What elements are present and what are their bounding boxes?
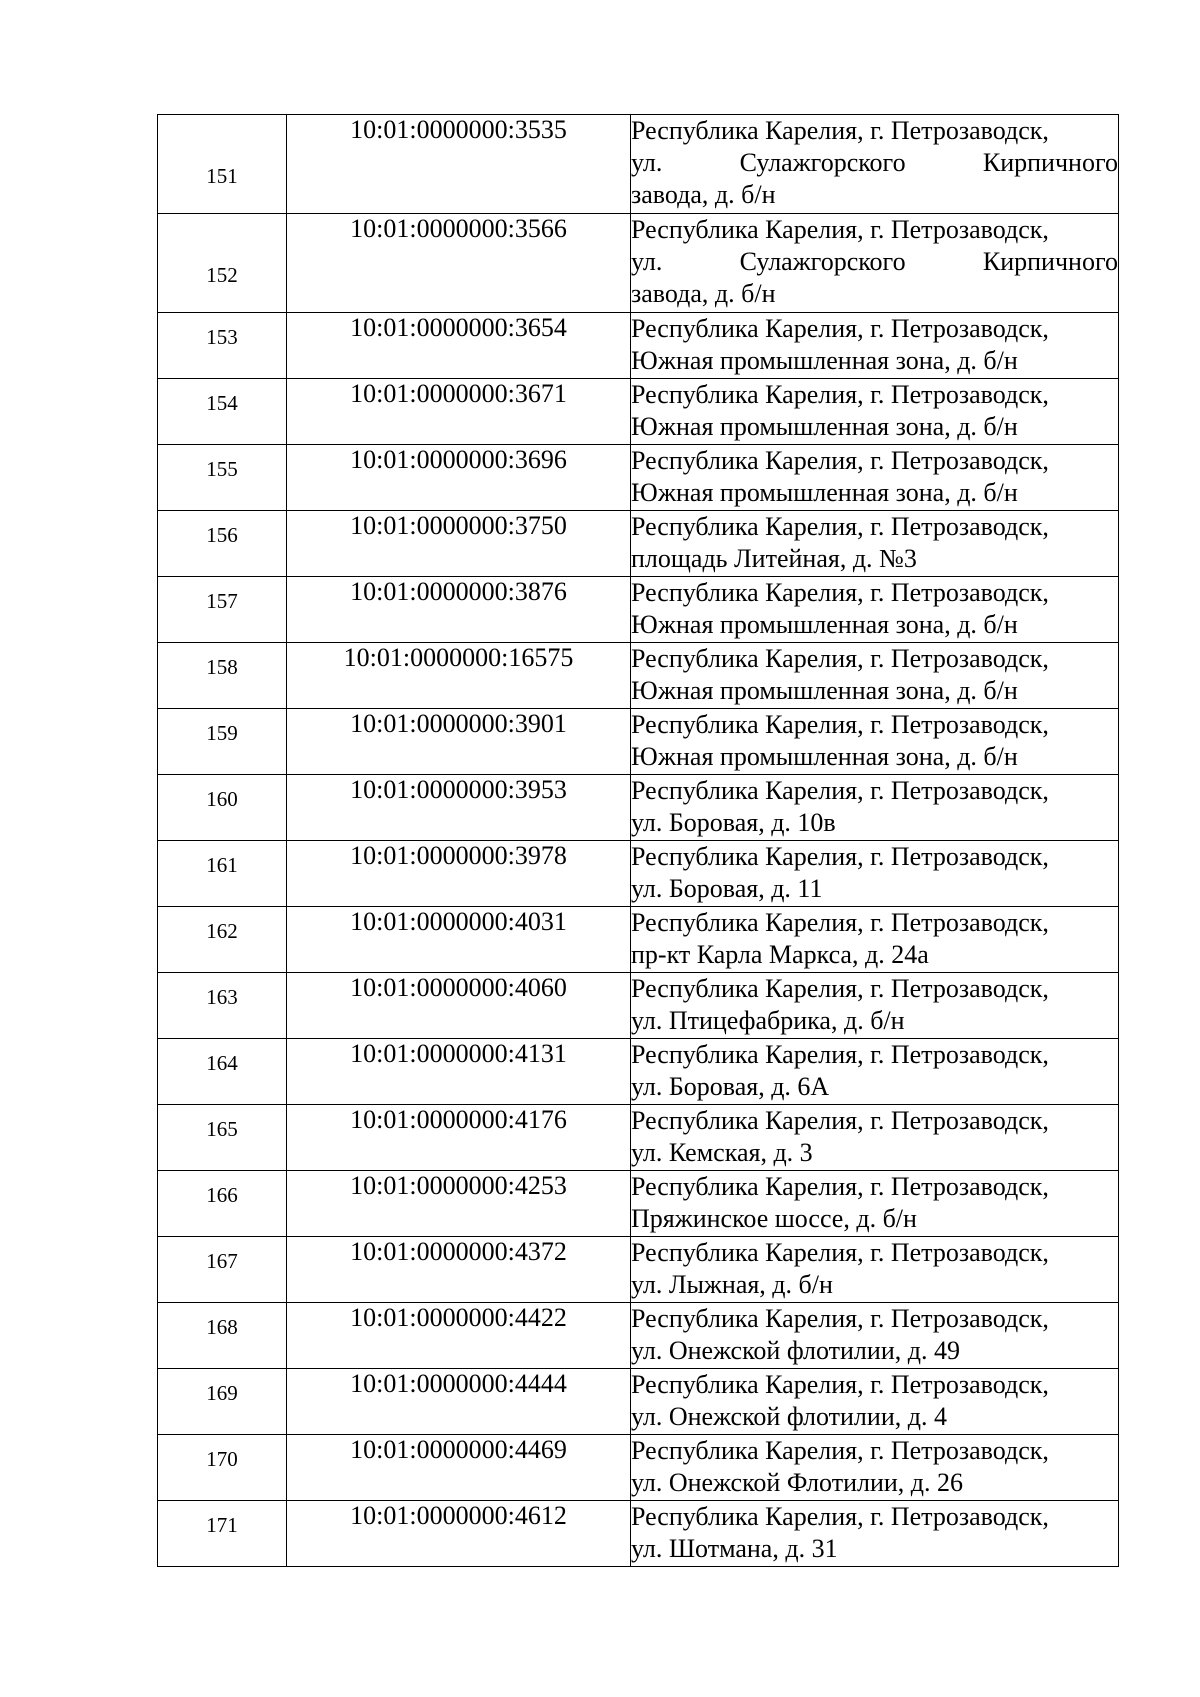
- address-line: Республика Карелия, г. Петрозаводск,: [631, 842, 1049, 871]
- address-cell: [631, 214, 1119, 313]
- row-number-cell: [158, 1171, 287, 1237]
- address-line: ул. Онежской флотилии, д. 4: [631, 1402, 947, 1431]
- table-row: [158, 907, 1119, 973]
- address-cell: [631, 1369, 1119, 1435]
- row-number: 164: [206, 1051, 238, 1075]
- address-cell: [631, 841, 1119, 907]
- row-number-cell: [158, 1369, 287, 1435]
- address-cell: [631, 577, 1119, 643]
- row-number: 153: [206, 325, 238, 349]
- cadastral-number-cell: 10:01:0000000:4060: [287, 973, 631, 1039]
- address-line: ул. Онежской флотилии, д. 49: [631, 1336, 960, 1365]
- address-cell: [631, 313, 1119, 379]
- cadastral-number-cell: 10:01:0000000:4131: [287, 1039, 631, 1105]
- address-line: Республика Карелия, г. Петрозаводск,: [631, 1106, 1049, 1135]
- cadastral-number-cell: 10:01:0000000:16575: [287, 643, 631, 709]
- address-cell: [631, 115, 1119, 214]
- address-line: ул. Боровая, д. 11: [631, 874, 823, 903]
- address-line: Пряжинское шоссе, д. б/н: [631, 1204, 917, 1233]
- row-number: 161: [206, 853, 238, 877]
- row-number-cell: [158, 907, 287, 973]
- address-line: Республика Карелия, г. Петрозаводск,: [631, 512, 1049, 541]
- address-line: Республика Карелия, г. Петрозаводск,: [631, 1370, 1049, 1399]
- cadastral-number-cell: 10:01:0000000:4031: [287, 907, 631, 973]
- address-line: ул. Кемская, д. 3: [631, 1138, 813, 1167]
- row-number-cell: [158, 1039, 287, 1105]
- address-word: Сулажгорского: [739, 148, 906, 177]
- address-line: Республика Карелия, г. Петрозаводск,: [631, 974, 1049, 1003]
- table-row: [158, 1237, 1119, 1303]
- row-number: 157: [206, 589, 238, 613]
- row-number: 165: [206, 1117, 238, 1141]
- address-line: площадь Литейная, д. №3: [631, 544, 917, 573]
- cadastral-number-cell: 10:01:0000000:3953: [287, 775, 631, 841]
- cadastral-number-cell: 10:01:0000000:3978: [287, 841, 631, 907]
- cadastral-number-cell: 10:01:0000000:3671: [287, 379, 631, 445]
- row-number-cell: [158, 1435, 287, 1501]
- row-number-cell: [158, 577, 287, 643]
- address-line: Южная промышленная зона, д. б/н: [631, 478, 1018, 507]
- address-line-justified: [631, 246, 1118, 278]
- address-cell: [631, 1501, 1119, 1567]
- cadastral-number-cell: 10:01:0000000:4469: [287, 1435, 631, 1501]
- address-word: Кирпичного: [982, 247, 1118, 276]
- address-word: ул.: [631, 148, 663, 177]
- address-line: ул. Шотмана, д. 31: [631, 1534, 838, 1563]
- row-number: 154: [206, 391, 238, 415]
- address-cell: [631, 1039, 1119, 1105]
- row-number: 170: [206, 1447, 238, 1471]
- row-number: 156: [206, 523, 238, 547]
- address-cell: [631, 511, 1119, 577]
- address-cell: [631, 973, 1119, 1039]
- address-line: Республика Карелия, г. Петрозаводск,: [631, 1436, 1049, 1465]
- table-row: [158, 841, 1119, 907]
- address-cell: [631, 1303, 1119, 1369]
- cadastral-number-cell: 10:01:0000000:4422: [287, 1303, 631, 1369]
- row-number-cell: [158, 643, 287, 709]
- address-line: Республика Карелия, г. Петрозаводск,: [631, 578, 1049, 607]
- address-line: пр-кт Карла Маркса, д. 24а: [631, 940, 929, 969]
- table-row: [158, 1303, 1119, 1369]
- cadastral-number-cell: 10:01:0000000:3750: [287, 511, 631, 577]
- row-number-cell: [158, 1237, 287, 1303]
- row-number: 163: [206, 985, 238, 1009]
- table-row: [158, 1039, 1119, 1105]
- table-row: [158, 379, 1119, 445]
- row-number: 162: [206, 919, 238, 943]
- row-number: 168: [206, 1315, 238, 1339]
- address-cell: [631, 709, 1119, 775]
- property-table: [157, 114, 1119, 1567]
- row-number-cell: [158, 511, 287, 577]
- table-body: [158, 115, 1119, 1567]
- address-cell: [631, 907, 1119, 973]
- address-cell: [631, 1435, 1119, 1501]
- table-row: [158, 214, 1119, 313]
- address-line: Республика Карелия, г. Петрозаводск,: [631, 380, 1049, 409]
- address-line: Республика Карелия, г. Петрозаводск,: [631, 446, 1049, 475]
- address-line: ул. Онежской Флотилии, д. 26: [631, 1468, 964, 1497]
- address-line: Республика Карелия, г. Петрозаводск,: [631, 1304, 1049, 1333]
- row-number-cell: [158, 445, 287, 511]
- cadastral-number-cell: 10:01:0000000:3901: [287, 709, 631, 775]
- row-number-cell: [158, 775, 287, 841]
- row-number-cell: [158, 1501, 287, 1567]
- table-row: [158, 775, 1119, 841]
- table-row: [158, 511, 1119, 577]
- cadastral-number-cell: 10:01:0000000:3876: [287, 577, 631, 643]
- cadastral-number-cell: 10:01:0000000:4253: [287, 1171, 631, 1237]
- row-number-cell: [158, 379, 287, 445]
- address-cell: [631, 775, 1119, 841]
- table-row: [158, 709, 1119, 775]
- address-line: ул. Птицефабрика, д. б/н: [631, 1006, 905, 1035]
- row-number: 171: [206, 1513, 238, 1537]
- cadastral-number-cell: 10:01:0000000:3566: [287, 214, 631, 313]
- cadastral-number-cell: 10:01:0000000:3535: [287, 115, 631, 214]
- table-row: [158, 1501, 1119, 1567]
- address-line: Республика Карелия, г. Петрозаводск,: [631, 314, 1049, 343]
- address-line: Южная промышленная зона, д. б/н: [631, 346, 1018, 375]
- row-number: 158: [206, 655, 238, 679]
- address-line: завода, д. б/н: [631, 279, 776, 308]
- address-line: Южная промышленная зона, д. б/н: [631, 412, 1018, 441]
- address-line: Республика Карелия, г. Петрозаводск,: [631, 116, 1049, 145]
- address-cell: [631, 643, 1119, 709]
- cadastral-number-cell: 10:01:0000000:4444: [287, 1369, 631, 1435]
- address-line: Республика Карелия, г. Петрозаводск,: [631, 215, 1049, 244]
- address-line: Республика Карелия, г. Петрозаводск,: [631, 1040, 1049, 1069]
- address-line: Республика Карелия, г. Петрозаводск,: [631, 644, 1049, 673]
- table-row: [158, 1171, 1119, 1237]
- table-row: [158, 445, 1119, 511]
- address-line: Республика Карелия, г. Петрозаводск,: [631, 908, 1049, 937]
- row-number-cell: [158, 841, 287, 907]
- address-line: ул. Боровая, д. 6А: [631, 1072, 830, 1101]
- address-cell: [631, 1105, 1119, 1171]
- address-line: Республика Карелия, г. Петрозаводск,: [631, 1502, 1049, 1531]
- address-line: ул. Лыжная, д. б/н: [631, 1270, 833, 1299]
- address-line: Республика Карелия, г. Петрозаводск,: [631, 1172, 1049, 1201]
- row-number: 166: [206, 1183, 238, 1207]
- row-number-cell: [158, 1105, 287, 1171]
- address-word: ул.: [631, 247, 663, 276]
- row-number-cell: [158, 1303, 287, 1369]
- table-row: [158, 577, 1119, 643]
- address-cell: [631, 1171, 1119, 1237]
- row-number: 152: [206, 263, 238, 287]
- address-line: Южная промышленная зона, д. б/н: [631, 610, 1018, 639]
- row-number-cell: [158, 313, 287, 379]
- table-row: [158, 1369, 1119, 1435]
- table-row: [158, 973, 1119, 1039]
- row-number: 167: [206, 1249, 238, 1273]
- address-cell: [631, 1237, 1119, 1303]
- address-line: Республика Карелия, г. Петрозаводск,: [631, 710, 1049, 739]
- row-number: 155: [206, 457, 238, 481]
- address-line: ул. Боровая, д. 10в: [631, 808, 836, 837]
- table-row: [158, 115, 1119, 214]
- table-row: [158, 1105, 1119, 1171]
- address-line: Южная промышленная зона, д. б/н: [631, 742, 1018, 771]
- cadastral-number-cell: 10:01:0000000:4176: [287, 1105, 631, 1171]
- address-word: Кирпичного: [982, 148, 1118, 177]
- row-number-cell: [158, 709, 287, 775]
- row-number: 151: [206, 164, 238, 188]
- row-number-cell: [158, 115, 287, 214]
- row-number-cell: [158, 214, 287, 313]
- row-number: 169: [206, 1381, 238, 1405]
- address-line: Республика Карелия, г. Петрозаводск,: [631, 1238, 1049, 1267]
- cadastral-number-cell: 10:01:0000000:4612: [287, 1501, 631, 1567]
- address-line: завода, д. б/н: [631, 180, 776, 209]
- table-row: [158, 313, 1119, 379]
- address-line: Южная промышленная зона, д. б/н: [631, 676, 1018, 705]
- table-row: [158, 1435, 1119, 1501]
- row-number: 159: [206, 721, 238, 745]
- address-cell: [631, 445, 1119, 511]
- row-number: 160: [206, 787, 238, 811]
- cadastral-number-cell: 10:01:0000000:3654: [287, 313, 631, 379]
- address-line: Республика Карелия, г. Петрозаводск,: [631, 776, 1049, 805]
- cadastral-number-cell: 10:01:0000000:3696: [287, 445, 631, 511]
- address-line-justified: [631, 147, 1118, 179]
- address-word: Сулажгорского: [739, 247, 906, 276]
- address-cell: [631, 379, 1119, 445]
- cadastral-number-cell: 10:01:0000000:4372: [287, 1237, 631, 1303]
- row-number-cell: [158, 973, 287, 1039]
- table-row: [158, 643, 1119, 709]
